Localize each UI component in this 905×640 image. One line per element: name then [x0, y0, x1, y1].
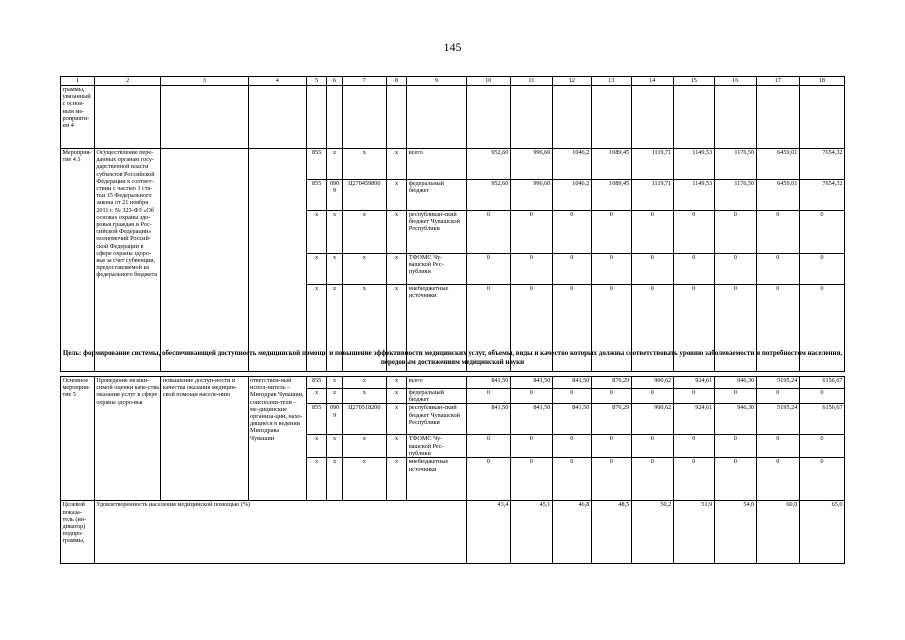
code-cell: x: [327, 389, 342, 404]
code-cell: x: [386, 285, 406, 372]
value-cell: 0: [552, 389, 591, 404]
value-cell: 0: [756, 254, 799, 285]
value-cell: 1089,45: [591, 180, 631, 211]
description-cell: Проведение незави-симой оценки каче-ства оказания услуг в сфере охраны здоро-вья: [94, 377, 161, 501]
code-cell: x: [342, 211, 386, 254]
value-cell: 0: [510, 458, 552, 501]
value-cell: 900,62: [631, 404, 673, 435]
value-cell: 0: [673, 211, 714, 254]
value-cell: 43,4: [466, 501, 510, 564]
table-cell: [248, 149, 306, 372]
description-cell: Осуществление пере-данных органам госу-дарственной власти субъектов Российской Федерации в соответ-ствии с частью 1 ста-тьи 15 Федерального закона от 21 ноября 2011 г. № 323-ФЗ «Об основах охраны здо-ровья граждан в Рос-сийской Федерации» полномочий Россий-ской Федерации в сфере охраны здоро-вья за счет субвенции, предоставляемой из федерального бюджета: [94, 149, 161, 372]
code-cell: x: [342, 389, 386, 404]
value-cell: 0: [799, 285, 844, 372]
value-cell: 0: [466, 435, 510, 458]
value-cell: 1089,45: [591, 149, 631, 180]
value-cell: 924,61: [673, 404, 714, 435]
value-cell: 952,60: [466, 180, 510, 211]
value-cell: 946,30: [714, 377, 756, 389]
value-cell: 54,0: [714, 501, 756, 564]
code-cell: x: [327, 149, 342, 180]
value-cell: 1119,71: [631, 149, 673, 180]
code-cell: x: [386, 180, 406, 211]
code-cell: x: [306, 211, 326, 254]
code-cell: x: [306, 254, 326, 285]
column-number: 6: [327, 77, 342, 86]
column-number: 17: [756, 77, 799, 86]
value-cell: 0: [510, 435, 552, 458]
value-cell: 0: [591, 389, 631, 404]
value-cell: 876,29: [591, 377, 631, 389]
code-cell: x: [386, 149, 406, 180]
value-cell: 841,50: [466, 377, 510, 389]
code-cell: x: [327, 458, 342, 501]
source-cell: республикан-ский бюджет Чувашской Республики: [407, 404, 466, 435]
budget-table-lower: [60, 376, 845, 564]
value-cell: 0: [714, 389, 756, 404]
value-cell: 0: [631, 285, 673, 372]
column-number: 3: [161, 77, 248, 86]
budget-table-upper: [60, 76, 845, 372]
value-cell: 1176,50: [714, 180, 756, 211]
code-cell: x: [386, 404, 406, 435]
value-cell: 0: [466, 458, 510, 501]
value-cell: 46,8: [552, 501, 591, 564]
code-cell: 855: [306, 149, 326, 180]
column-number: 9: [407, 77, 466, 86]
value-cell: 0: [631, 254, 673, 285]
value-cell: 0: [756, 389, 799, 404]
source-cell: внебюджетные источники: [407, 458, 466, 501]
value-cell: 0: [714, 211, 756, 254]
code-cell: x: [342, 285, 386, 372]
value-cell: 7654,32: [799, 180, 844, 211]
code-cell: x: [386, 377, 406, 389]
column-number: 12: [552, 77, 591, 86]
code-cell: x: [327, 211, 342, 254]
value-cell: 0: [552, 285, 591, 372]
value-cell: 0: [552, 458, 591, 501]
value-cell: 48,5: [591, 501, 631, 564]
code-cell: x: [386, 211, 406, 254]
value-cell: 924,61: [673, 377, 714, 389]
value-cell: 0: [799, 254, 844, 285]
source-cell: федеральный бюджет: [407, 389, 466, 404]
value-cell: 7654,32: [799, 149, 844, 180]
value-cell: 0: [673, 254, 714, 285]
value-cell: 0: [799, 435, 844, 458]
code-cell: x: [386, 458, 406, 501]
value-cell: 0: [714, 254, 756, 285]
table-cell: [306, 86, 326, 149]
source-cell: всего: [407, 377, 466, 389]
column-number: 13: [591, 77, 631, 86]
value-cell: 0: [591, 211, 631, 254]
code-cell: x: [327, 377, 342, 389]
source-cell: ТФОМС Чу-вашской Рес-публики: [407, 254, 466, 285]
code-cell: x: [386, 389, 406, 404]
column-number: 15: [673, 77, 714, 86]
value-cell: 841,50: [510, 377, 552, 389]
value-cell: 1046,2: [552, 149, 591, 180]
code-cell: x: [342, 254, 386, 285]
page-number: 145: [443, 40, 462, 54]
table-cell: [94, 86, 161, 149]
code-cell: x: [306, 389, 326, 404]
table-cell: [386, 86, 406, 149]
value-cell: 5195,24: [756, 404, 799, 435]
value-cell: 51,9: [673, 501, 714, 564]
table-cell: [673, 86, 714, 149]
code-cell: x: [342, 458, 386, 501]
column-number: 16: [714, 77, 756, 86]
column-number: 10: [466, 77, 510, 86]
column-number: 5: [306, 77, 326, 86]
value-cell: 6156,67: [799, 404, 844, 435]
value-cell: 0: [799, 458, 844, 501]
value-cell: 0: [673, 435, 714, 458]
value-cell: 0: [714, 458, 756, 501]
value-cell: 60,0: [756, 501, 799, 564]
code-cell: x: [327, 254, 342, 285]
table-cell: [407, 86, 466, 149]
code-cell: x: [342, 149, 386, 180]
indicator-row: [61, 501, 845, 564]
source-cell: ТФОМС Чу-вашской Рес-публики: [407, 435, 466, 458]
column-number: 7: [342, 77, 386, 86]
value-cell: 0: [714, 285, 756, 372]
value-cell: 0: [631, 389, 673, 404]
value-cell: 900,62: [631, 377, 673, 389]
row-label: Целевой показа-тель (ин-дикатор) подпро-граммы,: [61, 501, 95, 564]
value-cell: 0: [756, 285, 799, 372]
value-cell: 0: [552, 254, 591, 285]
row-label: граммы, увязанный с основ-ным ме-роприяти-ем 4: [61, 86, 95, 149]
value-cell: 0: [591, 254, 631, 285]
value-cell: 1046,2: [552, 180, 591, 211]
code-cell: Ц270518200: [342, 404, 386, 435]
value-cell: 876,29: [591, 404, 631, 435]
code-cell: 855: [306, 404, 326, 435]
row-label: Мероприя-тие 4.1: [61, 149, 95, 372]
value-cell: 0: [510, 211, 552, 254]
funding-row: [61, 149, 845, 180]
value-cell: 0: [591, 285, 631, 372]
column-number: 4: [248, 77, 306, 86]
value-cell: 0: [673, 458, 714, 501]
column-number: 2: [94, 77, 161, 86]
table-cell: [552, 86, 591, 149]
header-row: [61, 77, 845, 86]
table-cell: [327, 86, 342, 149]
funding-row: [61, 377, 845, 389]
value-cell: 45,1: [510, 501, 552, 564]
column-number: 11: [510, 77, 552, 86]
table-cell: [799, 86, 844, 149]
value-cell: 0: [631, 458, 673, 501]
value-cell: 1149,53: [673, 180, 714, 211]
table-cell: [510, 86, 552, 149]
column-number: 18: [799, 77, 844, 86]
value-cell: 952,60: [466, 149, 510, 180]
value-cell: 996,60: [510, 180, 552, 211]
value-cell: 0: [466, 389, 510, 404]
value-cell: 0: [510, 254, 552, 285]
table-cell: [161, 149, 248, 372]
value-cell: 0: [591, 435, 631, 458]
table-cell: [591, 86, 631, 149]
value-cell: 0: [631, 211, 673, 254]
value-cell: 0: [510, 285, 552, 372]
source-cell: всего: [407, 149, 466, 180]
value-cell: 841,50: [510, 404, 552, 435]
value-cell: 0: [552, 435, 591, 458]
value-cell: 0: [756, 458, 799, 501]
value-cell: 841,50: [552, 404, 591, 435]
column-number: 14: [631, 77, 673, 86]
indicator-name: Удовлетворенность населения медицинской помощью (%): [94, 501, 466, 564]
value-cell: 0: [673, 285, 714, 372]
source-cell: республикан-ский бюджет Чувашской Республики: [407, 211, 466, 254]
code-cell: 0909: [327, 180, 342, 211]
value-cell: 0: [799, 389, 844, 404]
value-cell: 841,50: [466, 404, 510, 435]
source-cell: внебюджетные источники: [407, 285, 466, 372]
code-cell: x: [342, 435, 386, 458]
value-cell: 0: [756, 211, 799, 254]
executor-cell: ответствен-ный испол-нитель – Минздрав Чувашии, соисполни-тели – ме-дицинские организа-ции, нахо-дящиеся в ведении Минздрава Чувашии: [248, 377, 306, 501]
value-cell: 6459,01: [756, 180, 799, 211]
table-cell: [342, 86, 386, 149]
code-cell: x: [306, 285, 326, 372]
row-label: Основное мероприя-тие 5: [61, 377, 95, 501]
value-cell: 946,30: [714, 404, 756, 435]
code-cell: x: [386, 435, 406, 458]
continuation-row: [61, 86, 845, 149]
expected-result-cell: повышение доступ-ности и качества оказания медицин-ской помощи населе-нию: [161, 377, 248, 501]
table-cell: [248, 86, 306, 149]
value-cell: 0: [510, 389, 552, 404]
value-cell: 0: [466, 254, 510, 285]
code-cell: x: [342, 377, 386, 389]
value-cell: 0: [552, 211, 591, 254]
value-cell: 1149,53: [673, 149, 714, 180]
code-cell: 855: [306, 180, 326, 211]
value-cell: 0: [591, 458, 631, 501]
value-cell: 0: [756, 435, 799, 458]
value-cell: 0: [714, 435, 756, 458]
column-number: 8: [386, 77, 406, 86]
value-cell: 6156,67: [799, 377, 844, 389]
goal-heading: Цель: формирование системы, обеспечивающей доступность медицинской помощи и повышение эффективности медицинских услуг, объемы, виды и качество которых должны соответствовать уровню заболеваемости и потребностям населения, передовым достижениям медицинской науки: [62, 349, 843, 366]
code-cell: 0909: [327, 404, 342, 435]
value-cell: 0: [673, 389, 714, 404]
code-cell: Ц270459800: [342, 180, 386, 211]
code-cell: 855: [306, 377, 326, 389]
value-cell: 65,0: [799, 501, 844, 564]
code-cell: x: [306, 435, 326, 458]
value-cell: 5195,24: [756, 377, 799, 389]
value-cell: 1176,50: [714, 149, 756, 180]
value-cell: 841,50: [552, 377, 591, 389]
column-number: 1: [61, 77, 95, 86]
value-cell: 996,60: [510, 149, 552, 180]
value-cell: 50,2: [631, 501, 673, 564]
code-cell: x: [306, 458, 326, 501]
value-cell: 0: [466, 285, 510, 372]
code-cell: x: [386, 254, 406, 285]
value-cell: 1119,71: [631, 180, 673, 211]
value-cell: 0: [466, 211, 510, 254]
source-cell: федеральный бюджет: [407, 180, 466, 211]
code-cell: x: [327, 285, 342, 372]
table-cell: [466, 86, 510, 149]
code-cell: x: [327, 435, 342, 458]
value-cell: 0: [799, 211, 844, 254]
table-cell: [714, 86, 756, 149]
table-cell: [161, 86, 248, 149]
table-cell: [756, 86, 799, 149]
table-cell: [631, 86, 673, 149]
value-cell: 0: [631, 435, 673, 458]
value-cell: 6459,01: [756, 149, 799, 180]
